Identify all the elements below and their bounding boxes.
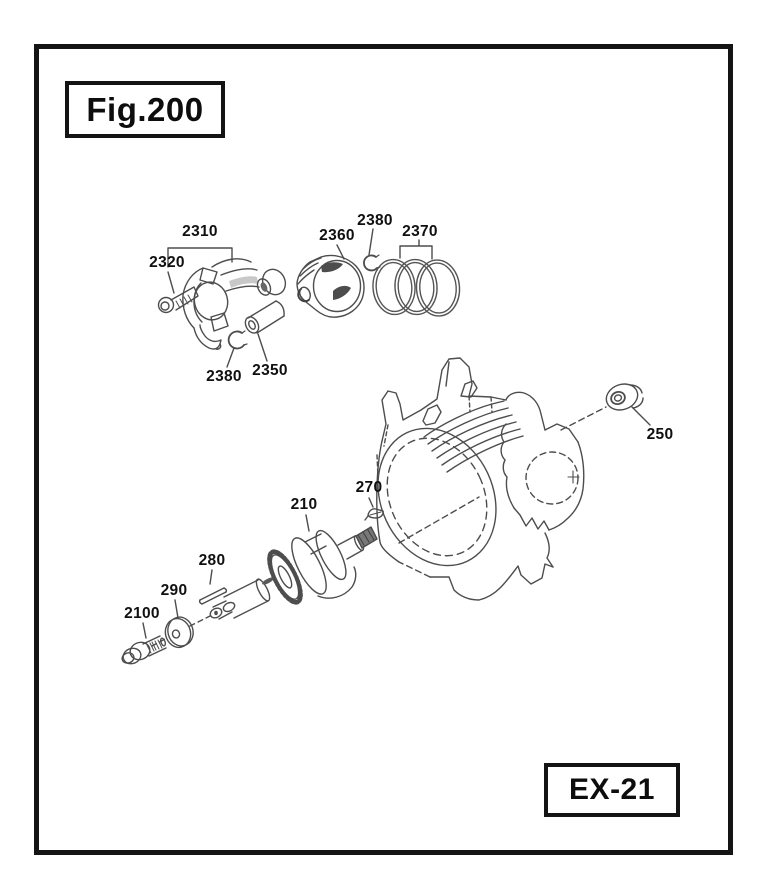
page-code-box (544, 763, 680, 817)
piston-pin-drawing (243, 301, 284, 335)
part-label-flange-nut: 250 (646, 426, 674, 443)
rod-bolt-drawing (159, 287, 199, 313)
leader-lines (143, 229, 650, 646)
part-label-woodruff-key: 280 (198, 552, 226, 569)
page-code: EX-21 (569, 773, 655, 806)
part-label-pin-clip-upper: 2380 (357, 212, 393, 229)
figure-number: Fig.200 (86, 90, 204, 128)
flange-bolt-drawing (121, 636, 167, 666)
piston-ring-set-drawing (371, 258, 461, 317)
part-label-pin-clip-lower: 2380 (206, 368, 242, 385)
part-label-crankshaft: 210 (290, 496, 318, 513)
figure-number-box (65, 81, 225, 138)
key-drawing (365, 509, 383, 520)
part-label-piston: 2360 (319, 227, 355, 244)
part-label-washer: 290 (160, 582, 188, 599)
crankshaft-drawing (209, 527, 377, 620)
part-label-key: 270 (355, 479, 383, 496)
part-label-connecting-rod: 2310 (182, 223, 218, 240)
part-label-rod-bolt: 2320 (149, 254, 185, 271)
piston-drawing (297, 255, 364, 317)
part-label-piston-pin: 2350 (252, 362, 288, 379)
flange-nut-drawing (603, 380, 643, 414)
pin-clip-lower-drawing (229, 331, 247, 348)
connecting-rod-drawing (183, 259, 290, 349)
part-label-piston-ring-set: 2370 (402, 223, 438, 240)
part-label-flange-bolt: 2100 (124, 605, 160, 622)
